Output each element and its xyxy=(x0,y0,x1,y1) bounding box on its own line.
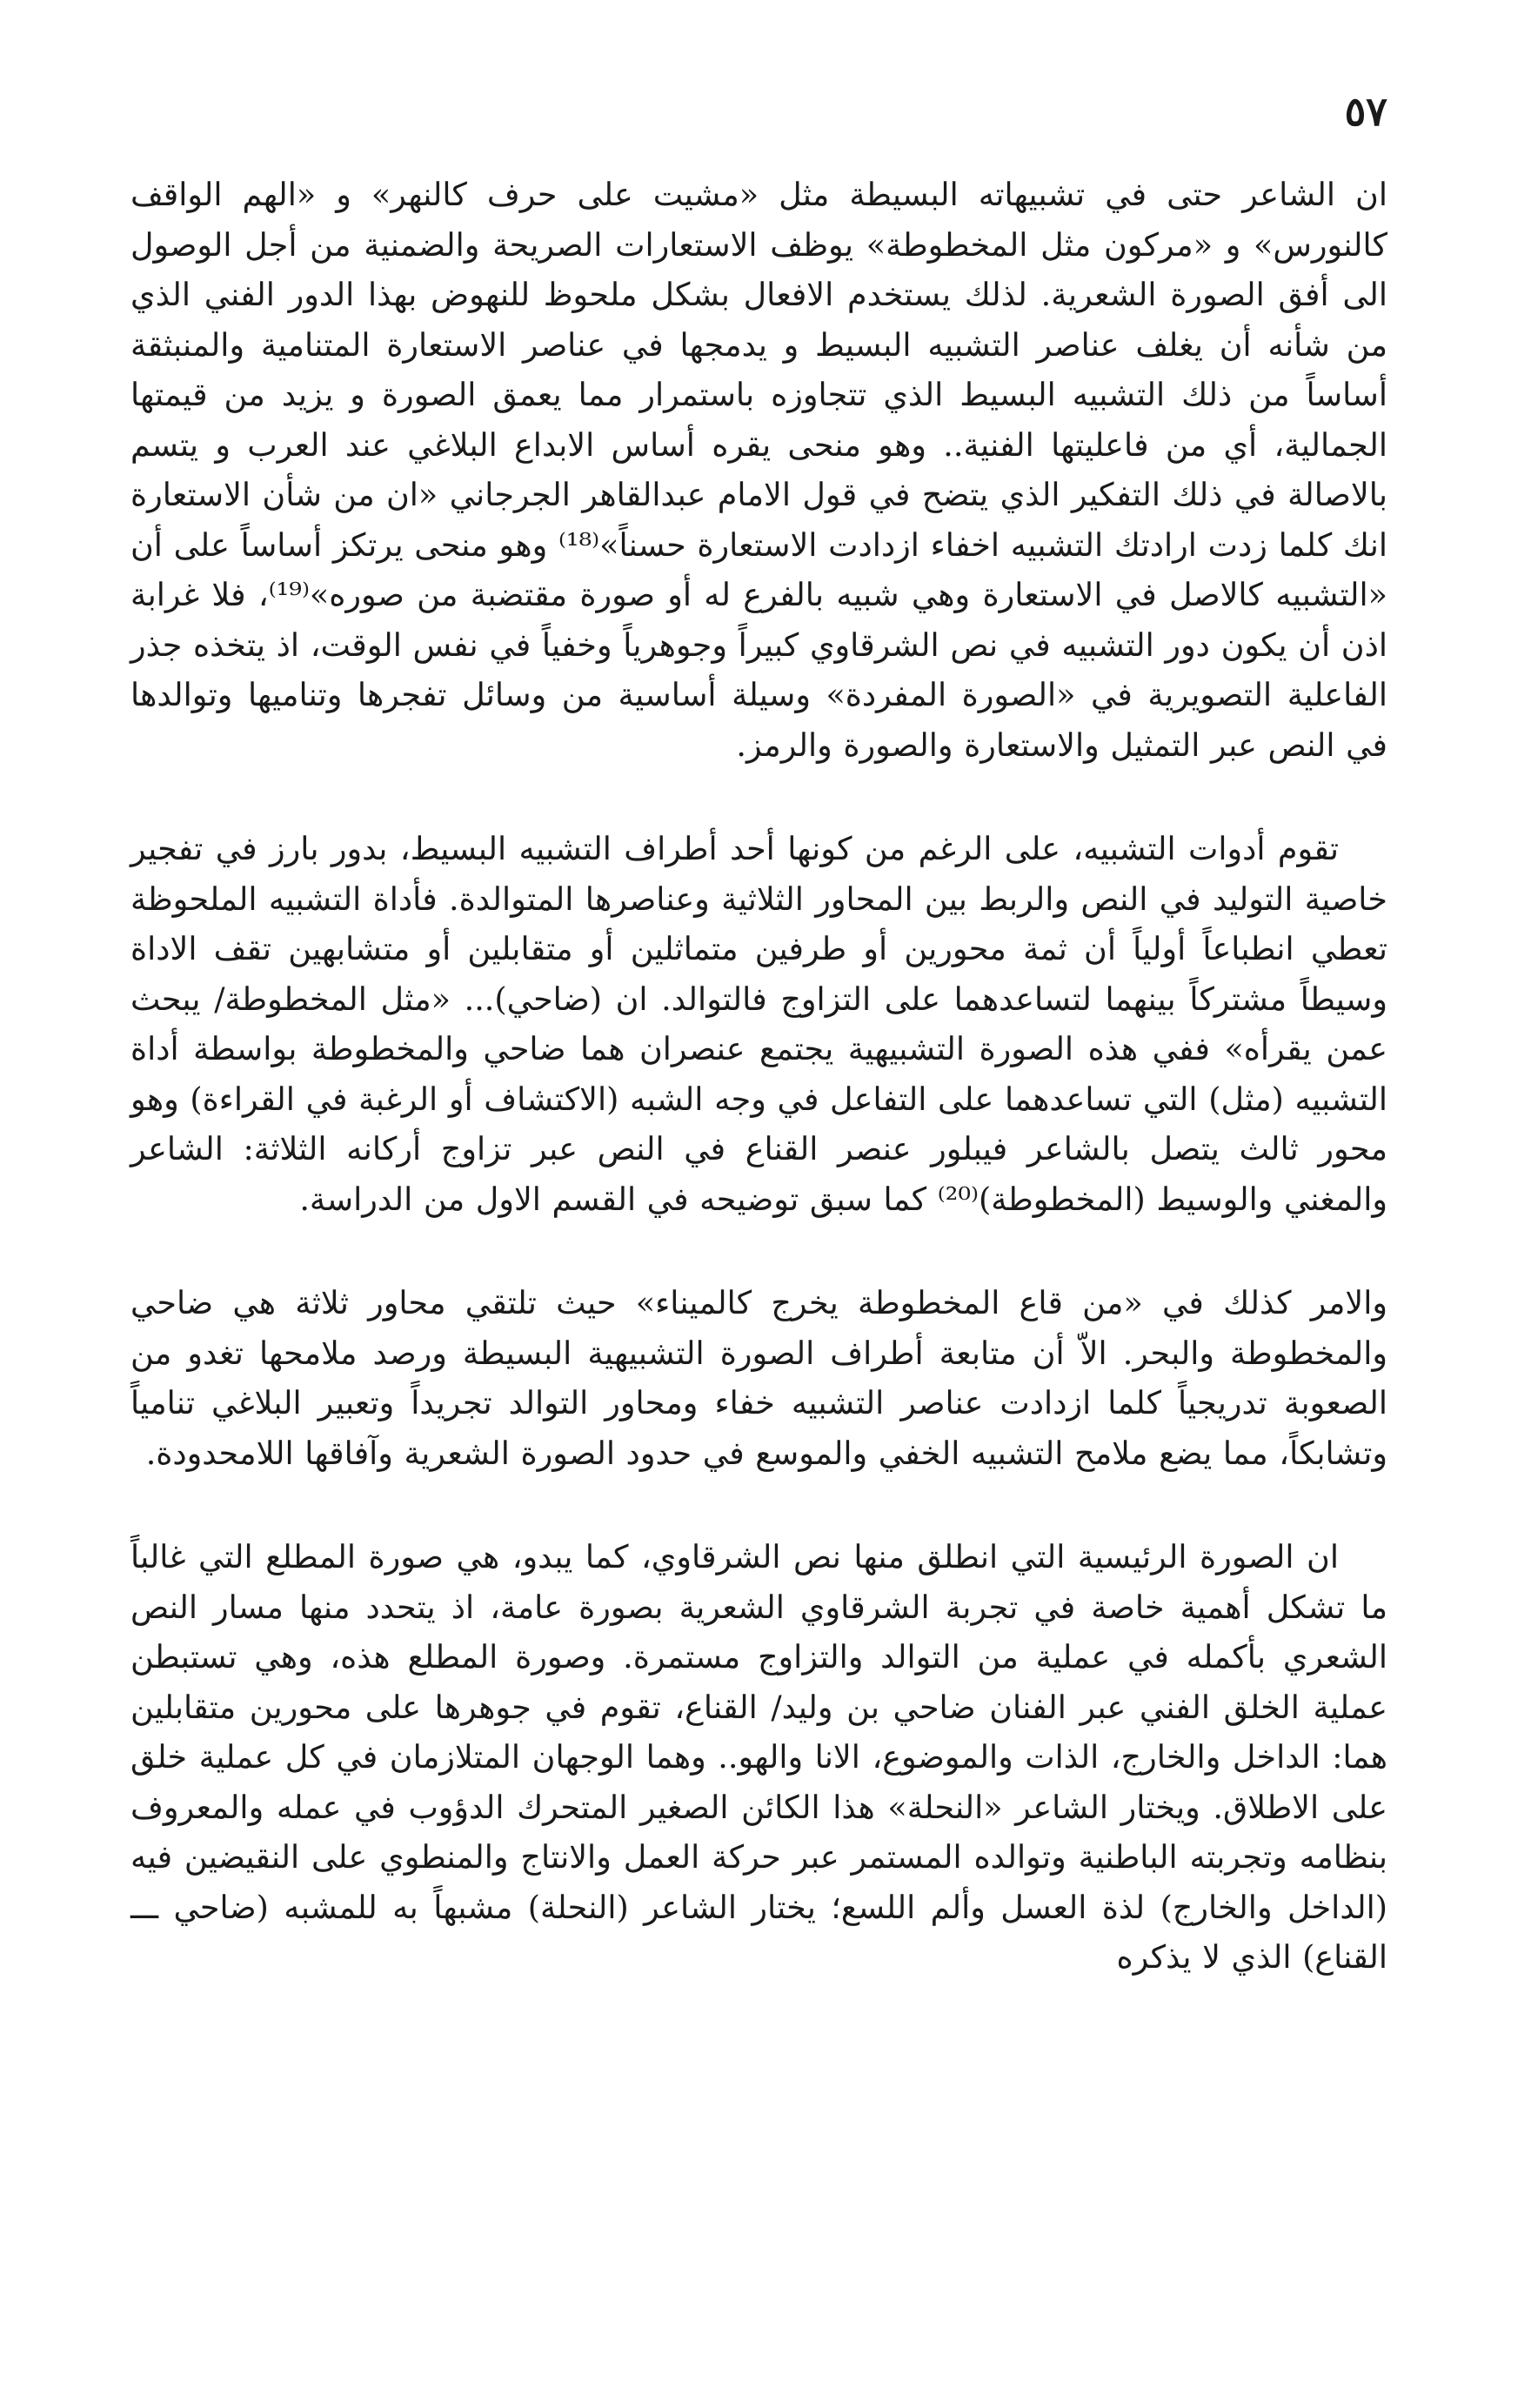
paragraph-2: تقوم أدوات التشبيه، على الرغم من كونها أحد أطراف التشبيه البسيط، بدور بارز في تفجير خاصية التوليد في النص والربط بين المحاور الثلاثية وعناصرها المتوالدة. فأداة التشبيه الملحوظة تعطي انطباعاً أولياً أن ثمة محورين أو طرفين متماثلين أو متقابلين أو متشابهين تقف الاداة وسيطاً مشتركاً بينهما لتساعدهما على التزاوج فالتوالد. ان (ضاحي)... «مثل المخطوطة/ يبحث عمن يقرأه» ففي هذه الصورة التشبيهية يجتمع عنصران هما ضاحي والمخطوطة بواسطة أداة التشبيه (مثل) التي تساعدهما على التفاعل في وجه الشبه (الاكتشاف أو الرغبة في القراءة) وهو محور ثالث يتصل بالشاعر فيبلور عنصر القناع في النص عبر تزاوج أركانه الثلاثة: الشاعر والمغني والوسيط (المخطوطة)⁽²⁰⁾ كما سبق توضيحه في القسم الاول من الدراسة. xyxy=(130,830,1387,1218)
paragraph-3: والامر كذلك في «من قاع المخطوطة يخرج كالميناء» حيث تلتقي محاور ثلاثة هي ضاحي والمخطوطة والبحر. الاّ أن متابعة أطراف الصورة التشبيهية البسيطة ورصد ملامحها تغدو من الصعوبة تدريجياً كلما ازدادت عناصر التشبيه خفاء ومحاور التوالد تجريداً وتعبير البلاغي تنامياً وتشابكاً، مما يضع ملامح التشبيه الخفي والموسع في حدود الصورة الشعرية وآفاقها اللامحدودة. xyxy=(130,1284,1387,1472)
body-text xyxy=(130,170,1387,1983)
document-page xyxy=(130,83,1387,2362)
paragraph-1: ان الشاعر حتى في تشبيهاته البسيطة مثل «مشيت على حرف كالنهر» و «الهم الواقف كالنورس» و «مركون مثل المخطوطة» يوظف الاستعارات الصريحة والضمنية من أجل الوصول الى أفق الصورة الشعرية. لذلك يستخدم الافعال بشكل ملحوظ للنهوض بهذا الدور الفني الذي من شأنه أن يغلف عناصر التشبيه البسيط و يدمجها في عناصر الاستعارة المتنامية والمنبثقة أساساً من ذلك التشبيه البسيط الذي تتجاوزه باستمرار مما يعمق الصورة و يزيد من قيمتها الجمالية، أي من فاعليتها الفنية.. وهو منحى يقره أساس الابداع البلاغي عند العرب و يتسم بالاصالة في ذلك التفكير الذي يتضح في قول الامام عبدالقاهر الجرجاني «ان من شأن الاستعارة انك كلما زدت ارادتك التشبيه اخفاء ازدادت الاستعارة حسناً»⁽¹⁸⁾ وهو منحى يرتكز أساساً على أن «التشبيه كالاصل في الاستعارة وهي شبيه بالفرع له أو صورة مقتضبة من صوره»⁽¹⁹⁾، فلا غرابة اذن أن يكون دور التشبيه في نص الشرقاوي كبيراً وجوهرياً وخفياً في نفس الوقت، اذ يتخذه جذر الفاعلية التصويرية في «الصورة المفردة» وسيلة أساسية من وسائل تفجرها وتناميها وتوالدها في النص عبر التمثيل والاستعارة والصورة والرمز. xyxy=(130,176,1387,764)
page-number: ٥٧ xyxy=(1344,88,1387,135)
paragraph-4: ان الصورة الرئيسية التي انطلق منها نص الشرقاوي، كما يبدو، هي صورة المطلع التي غالباً ما تشكل أهمية خاصة في تجربة الشرقاوي الشعرية بصورة عامة، اذ يتحدد منها مسار النص الشعري بأكمله في عملية من التوالد والتزاوج مستمرة. وصورة المطلع هذه، وهي تستبطن عملية الخلق الفني عبر الفنان ضاحي بن وليد/ القناع، تقوم في جوهرها على محورين متقابلين هما: الداخل والخارج، الذات والموضوع، الانا والهو.. وهما الوجهان المتلازمان في كل عملية خلق على الاطلاق. ويختار الشاعر «النحلة» هذا الكائن الصغير المتحرك الدؤوب في عمله والمعروف بنظامه وتجربته الباطنية وتوالده المستمر عبر حركة العمل والانتاج والمنطوي على النقيضين فيه (الداخل والخارج) لذة العسل وألم اللسع؛ يختار الشاعر (النحلة) مشبهاً به للمشبه (ضاحي ـــ القناع) الذي لا يذكره xyxy=(130,1538,1387,1976)
